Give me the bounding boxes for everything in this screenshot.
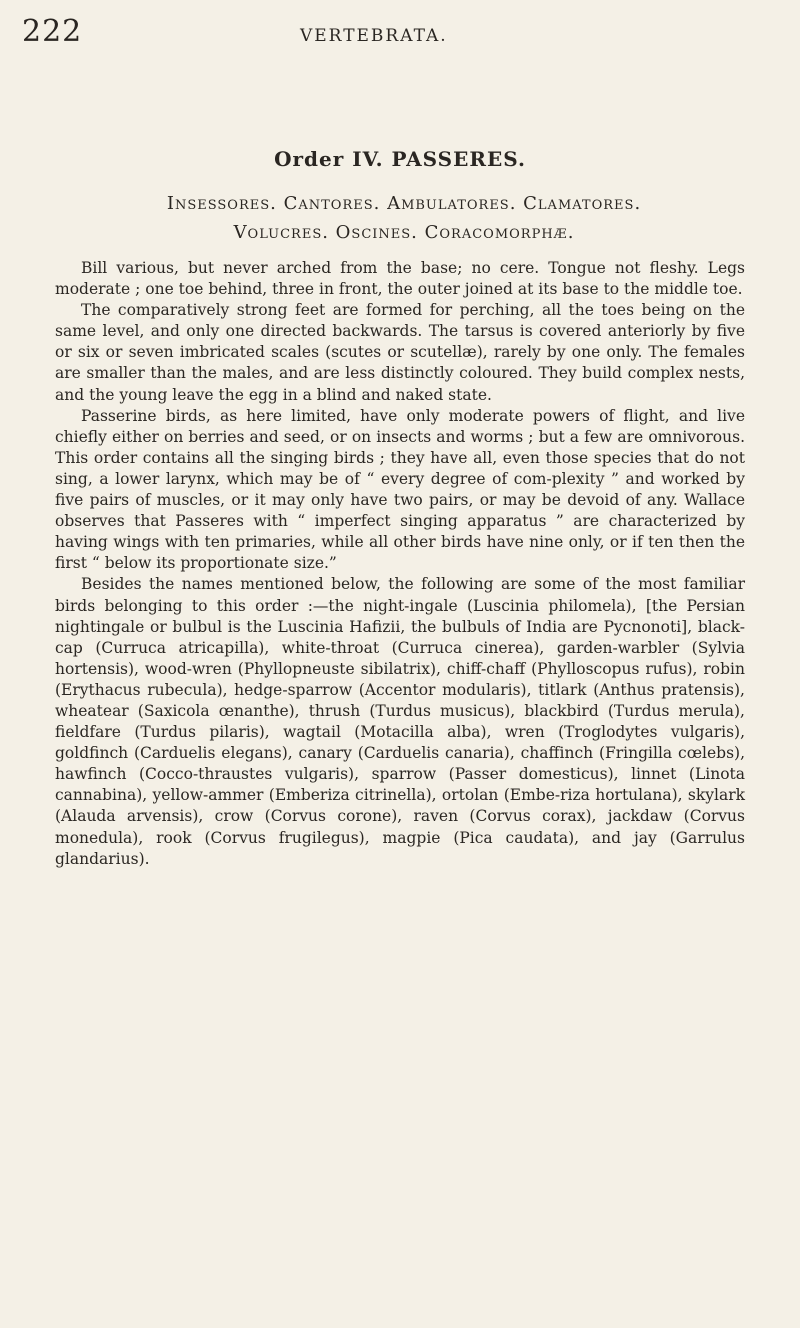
- order-title: Order IV. PASSERES.: [274, 147, 526, 171]
- paragraph-feet-and-nesting: The comparatively strong feet are formed for perching, all the toes being on the same level, and only one directed backwards. The tarsus is covered anteriorly by five or six or seven imbricated scales (scutes or scutellæ), rarely by one only. The females are smaller than the males, and are less distinctly coloured. They build complex nests, and the young leave the egg in a blind and naked state.: [55, 301, 745, 404]
- synonyms-line-2: Volucres. Oscines. Coracomorphæ.: [233, 222, 575, 243]
- paragraph-familiar-birds: Besides the names mentioned below, the following are some of the most familiar birds belonging to this order :—the night-ingale (Luscinia philomela), [the Persian nightingale or bulbul is the Luscinia Hafizii, the bulbuls of India are Pycnonoti], black-cap (Curruca atricapilla), white-throat (Curruca cinerea), garden-warbler (Sylvia hortensis), wood-wren (Phyllopneuste sibilatrix), chiff-chaff (Phylloscopus rufus), robin (Erythacus rubecula), hedge-sparrow (Accentor modularis), titlark (Anthus pratensis), wheatear (Saxicola œnanthe), thrush (Turdus musicus), blackbird (Turdus merula), fieldfare (Turdus pilaris), wagtail (Motacilla alba), wren (Troglodytes vulgaris), goldfinch (Carduelis elegans), canary (Carduelis canaria), chaffinch (Fringilla cœlebs), hawfinch (Cocco-thraustes vulgaris), sparrow (Passer domesticus), linnet (Linota cannabina), yellow-ammer (Emberiza citrinella), ortolan (Embe-riza hortulana), skylark (Alauda arvensis), crow (Corvus corone), raven (Corvus corax), jackdaw (Corvus monedula), rook (Corvus frugilegus), magpie (Pica caudata), and jay (Garrulus glandarius).: [55, 575, 745, 868]
- synonyms-line-1: Insessores. Cantores. Ambulatores. Clamatores.: [166, 193, 642, 214]
- paragraph-flight-and-song: Passerine birds, as here limited, have only moderate powers of flight, and live chiefly either on berries and seed, or on insects and worms ; but a few are omnivorous. This order contains all the singing birds ; they have all, even those species that do not sing, a lower larynx, which may be of “ every degree of com-plexity ” and worked by five pairs of muscles, or it may only have two pairs, or may be devoid of any. Wallace observes that Passeres with “ imperfect singing apparatus ” are characterized by having wings with ten primaries, while all other birds have nine only, or if ten then the first “ below its proportionate size.”: [55, 406, 745, 573]
- paragraph-characters: Bill various, but never arched from the base; no cere. Tongue not fleshy. Legs moderate ; one toe behind, three in front, the outer joined at its base to the middle toe.: [55, 259, 745, 299]
- synonym-list: [84, 189, 724, 247]
- page-number: 222: [22, 14, 83, 49]
- body-text: [55, 258, 745, 870]
- running-head: VERTEBRATA.: [300, 26, 448, 46]
